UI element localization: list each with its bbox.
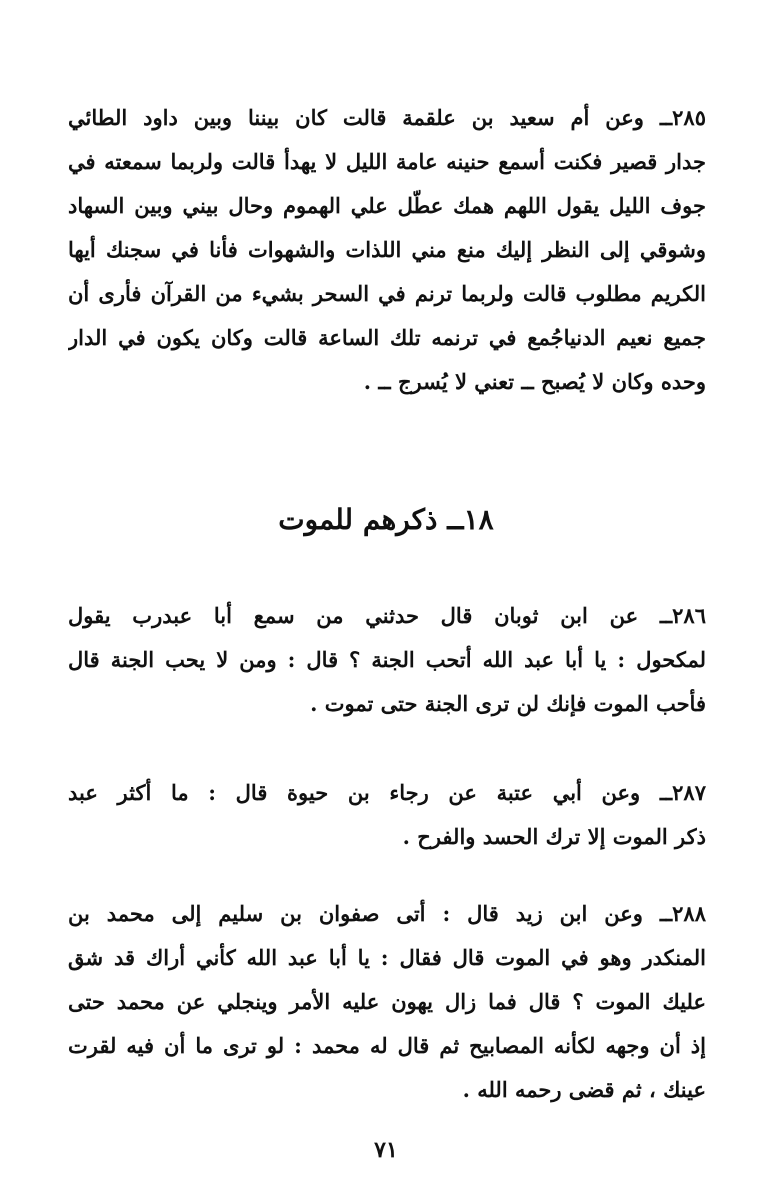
text-line: لمكحول : يا أبا عبد الله أتحب الجنة ؟ قال : ومن لا يحب الجنة قال	[68, 647, 706, 672]
paragraph-286	[68, 594, 706, 726]
text-line: جوف الليل يقول اللهم همك عطّل علي الهموم وحال بيني وبين السهاد	[68, 193, 706, 218]
paragraph-288	[68, 892, 706, 1112]
section-heading: ١٨ــ ذكرهم للموت	[278, 503, 494, 536]
text-line: ٢٨٥ــ وعن أم سعيد بن علقمة قالت كان بيننا وبين داود الطائي	[68, 105, 706, 130]
text-line: فأحب الموت فإنك لن ترى الجنة حتى تموت .	[310, 691, 706, 716]
text-line: وحده وكان لا يُصبح ــ تعني لا يُسرج ــ .	[363, 369, 706, 394]
text-line: إذ أن وجهه لكأنه المصابيح ثم قال له محمد : لو ترى ما أن فيه لقرت	[68, 1033, 706, 1058]
page-number: ٧١	[374, 1137, 398, 1163]
text-line: ٢٨٧ــ وعن أبي عتبة عن رجاء بن حيوة قال : ما أكثر عبد	[68, 780, 706, 805]
paragraph-285	[68, 96, 706, 404]
text-line: الكريم مطلوب قالت ولربما ترنم في السحر بشيء من القرآن فأرى أن	[68, 281, 706, 306]
text-line: عينك ، ثم قضى رحمه الله .	[462, 1077, 706, 1102]
text-line: وشوقي إلى النظر إليك منع مني اللذات والشهوات فأنا في سجنك أيها	[68, 237, 706, 262]
text-line: ذكر الموت إلا ترك الحسد والفرح .	[402, 824, 706, 849]
text-line: ٢٨٦ــ عن ابن ثوبان قال حدثني من سمع أبا عبدرب يقول	[68, 603, 706, 628]
text-line: عليك الموت ؟ قال فما زال يهون عليه الأمر وينجلي عن محمد حتى	[68, 989, 706, 1014]
paragraph-287	[68, 771, 706, 859]
text-line: ٢٨٨ــ وعن ابن زيد قال : أتى صفوان بن سليم إلى محمد بن	[68, 901, 706, 926]
text-line: جميع نعيم الدنياجُمع في ترنمه تلك الساعة قالت وكان يكون في الدار	[68, 325, 706, 350]
text-line: جدار قصير فكنت أسمع حنينه عامة الليل لا يهدأ قالت ولربما سمعته في	[68, 149, 706, 174]
text-line: المنكدر وهو في الموت قال فقال : يا أبا عبد الله كأني أراك قد شق	[68, 945, 706, 970]
